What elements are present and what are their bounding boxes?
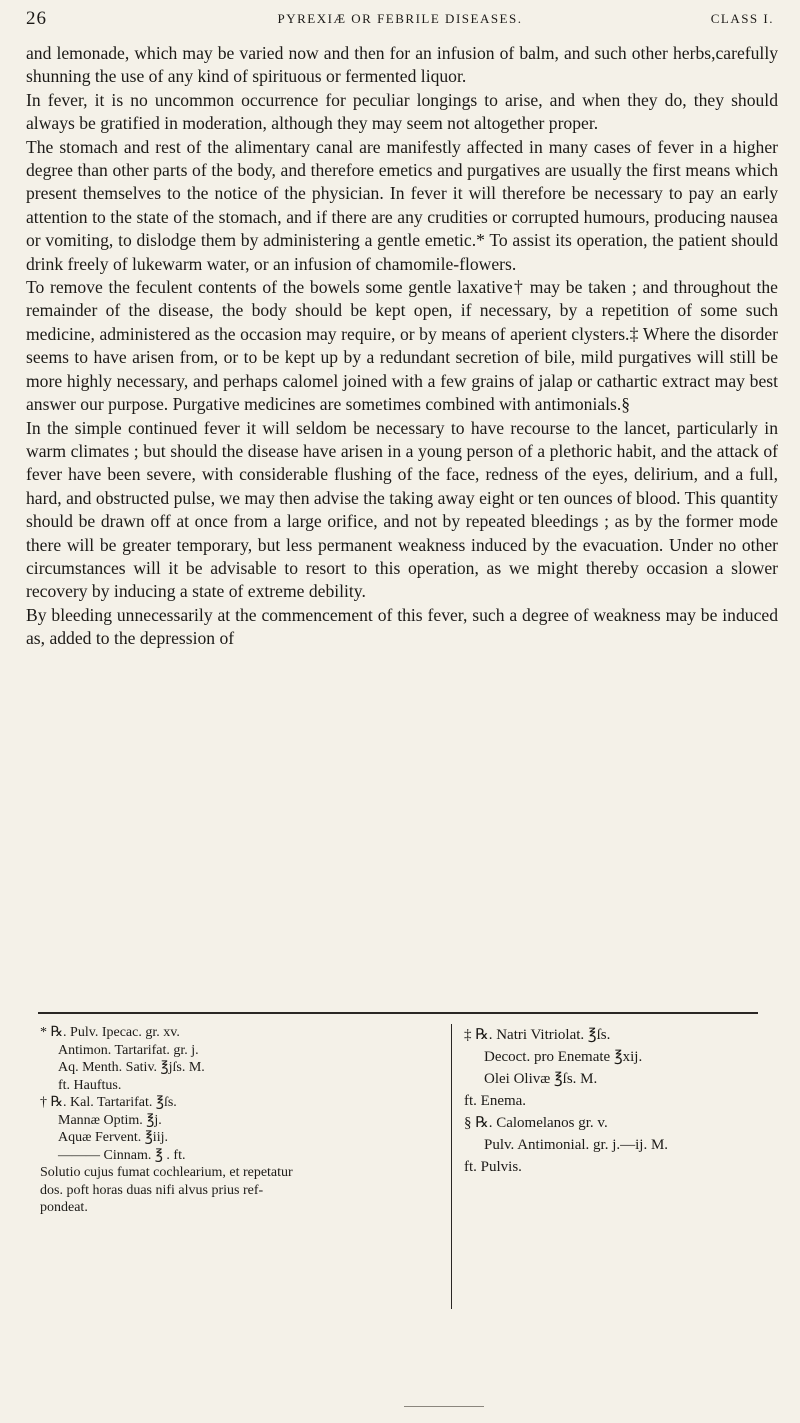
pencil-mark bbox=[404, 1406, 484, 1413]
footnote-line: Aq. Menth. Sativ. ℥jſs. M. bbox=[58, 1060, 205, 1075]
footnote-divider bbox=[38, 1012, 758, 1014]
running-header bbox=[26, 8, 774, 38]
paragraph: and lemonade, which may be varied now and then for an infusion of balm, and such other herbs,carefully shunning the use of any kind of spirituous or fermented liquor. bbox=[26, 43, 778, 87]
footnote-line: Aquæ Fervent. ℥iij. bbox=[58, 1130, 168, 1145]
footnote-line: dos. poft horas duas nifi alvus prius ref- bbox=[40, 1182, 264, 1198]
footnotes-left-column bbox=[40, 1024, 360, 1217]
footnote-line: ft. Enema. bbox=[464, 1093, 527, 1109]
footnote-line: * ℞. Pulv. Ipecac. gr. xv. bbox=[40, 1025, 180, 1040]
footnote-line: ft. Pulvis. bbox=[464, 1159, 522, 1175]
paragraph: In fever, it is no uncommon occurrence for peculiar longings to arise, and when they do, they should always be gratified in moderation, although they may seem not altogether proper. bbox=[26, 89, 778, 134]
paragraph: By bleeding unnecessarily at the commencement of this fever, such a degree of weakness may be induced as, added to the depression of bbox=[26, 604, 778, 649]
page-number: 26 bbox=[26, 8, 47, 29]
footnote-line: Pulv. Antimonial. gr. j.—ij. M. bbox=[484, 1137, 669, 1153]
column-divider bbox=[451, 1024, 452, 1309]
footnote-line: Solutio cujus fumat cochlearium, et repetatur bbox=[40, 1165, 293, 1180]
paragraph: To remove the feculent contents of the bowels some gentle laxative† may be taken ; and throughout the remainder of the disease, the body should be kept open, if necessary, by a repetition of some such medicine, administered as the occasion may require, or by means of aperient clysters.‡ Where the disorder seems to have arisen from, or to be kept up by a redundant secretion of bile, mild purgatives will still be more highly necessary, and perhaps calomel joined with a few grains of jalap or cathartic extract may best answer our purpose. Purgative medicines are sometimes combined with antimonials.§ bbox=[26, 277, 778, 415]
footnote-line: Decoct. pro Enemate ℥xij. bbox=[484, 1049, 643, 1065]
footnotes-right-column bbox=[464, 1024, 780, 1178]
footnote-line: Mannæ Optim. ℥j. bbox=[58, 1112, 162, 1128]
paragraph: In the simple continued fever it will seldom be necessary to have recourse to the lancet, particularly in warm climates ; but should the disease have arisen in a young person of a plethoric habit, and the attack of fever have been severe, with considerable flushing of the face, redness of the eyes, delirium, and a full, hard, and obstructed pulse, we may then advise the taking away eight or ten ounces of blood. This quantity should be drawn off at once from a large orifice, and not by repeated bleedings ; as by the former mode there will be greater temporary, but less permanent weakness induced by the evacuation. Under no other circumstances will it be advisable to resort to this operation, as we might thereby occasion a slower recovery by inducing a state of extreme debility. bbox=[26, 417, 778, 602]
footnote-line: Olei Olivæ ℥ſs. M. bbox=[484, 1071, 598, 1087]
footnote-line: ft. Hauftus. bbox=[58, 1077, 122, 1093]
footnote-line: ——— Cinnam. ℥ . ft. bbox=[58, 1147, 186, 1163]
footnote-line: ‡ ℞. Natri Vitriolat. ℥ſs. bbox=[464, 1027, 611, 1043]
running-title: PYREXIÆ OR FEBRILE DISEASES. bbox=[277, 11, 523, 26]
footnote-line: † ℞. Kal. Tartarifat. ℥ſs. bbox=[40, 1095, 177, 1110]
main-text bbox=[26, 42, 778, 651]
footnote-line: pondeat. bbox=[40, 1200, 88, 1215]
paragraph: The stomach and rest of the alimentary canal are manifestly affected in many cases of fever in a higher degree than other parts of the body, and therefore emetics and purgatives are usually the first means which present themselves to the notice of the physician. In fever it will therefore be necessary to pay an early attention to the state of the stomach, and if there are any crudities or corrupted humours, producing nausea or vomiting, to dislodge them by administering a gentle emetic.* To assist its operation, the patient should drink freely of lukewarm water, or an infusion of chamomile-flowers. bbox=[26, 136, 778, 274]
footnote-line: Antimon. Tartarifat. gr. j. bbox=[58, 1042, 199, 1058]
class-label: CLASS I. bbox=[710, 11, 774, 26]
footnote-line: § ℞. Calomelanos gr. v. bbox=[464, 1115, 608, 1131]
